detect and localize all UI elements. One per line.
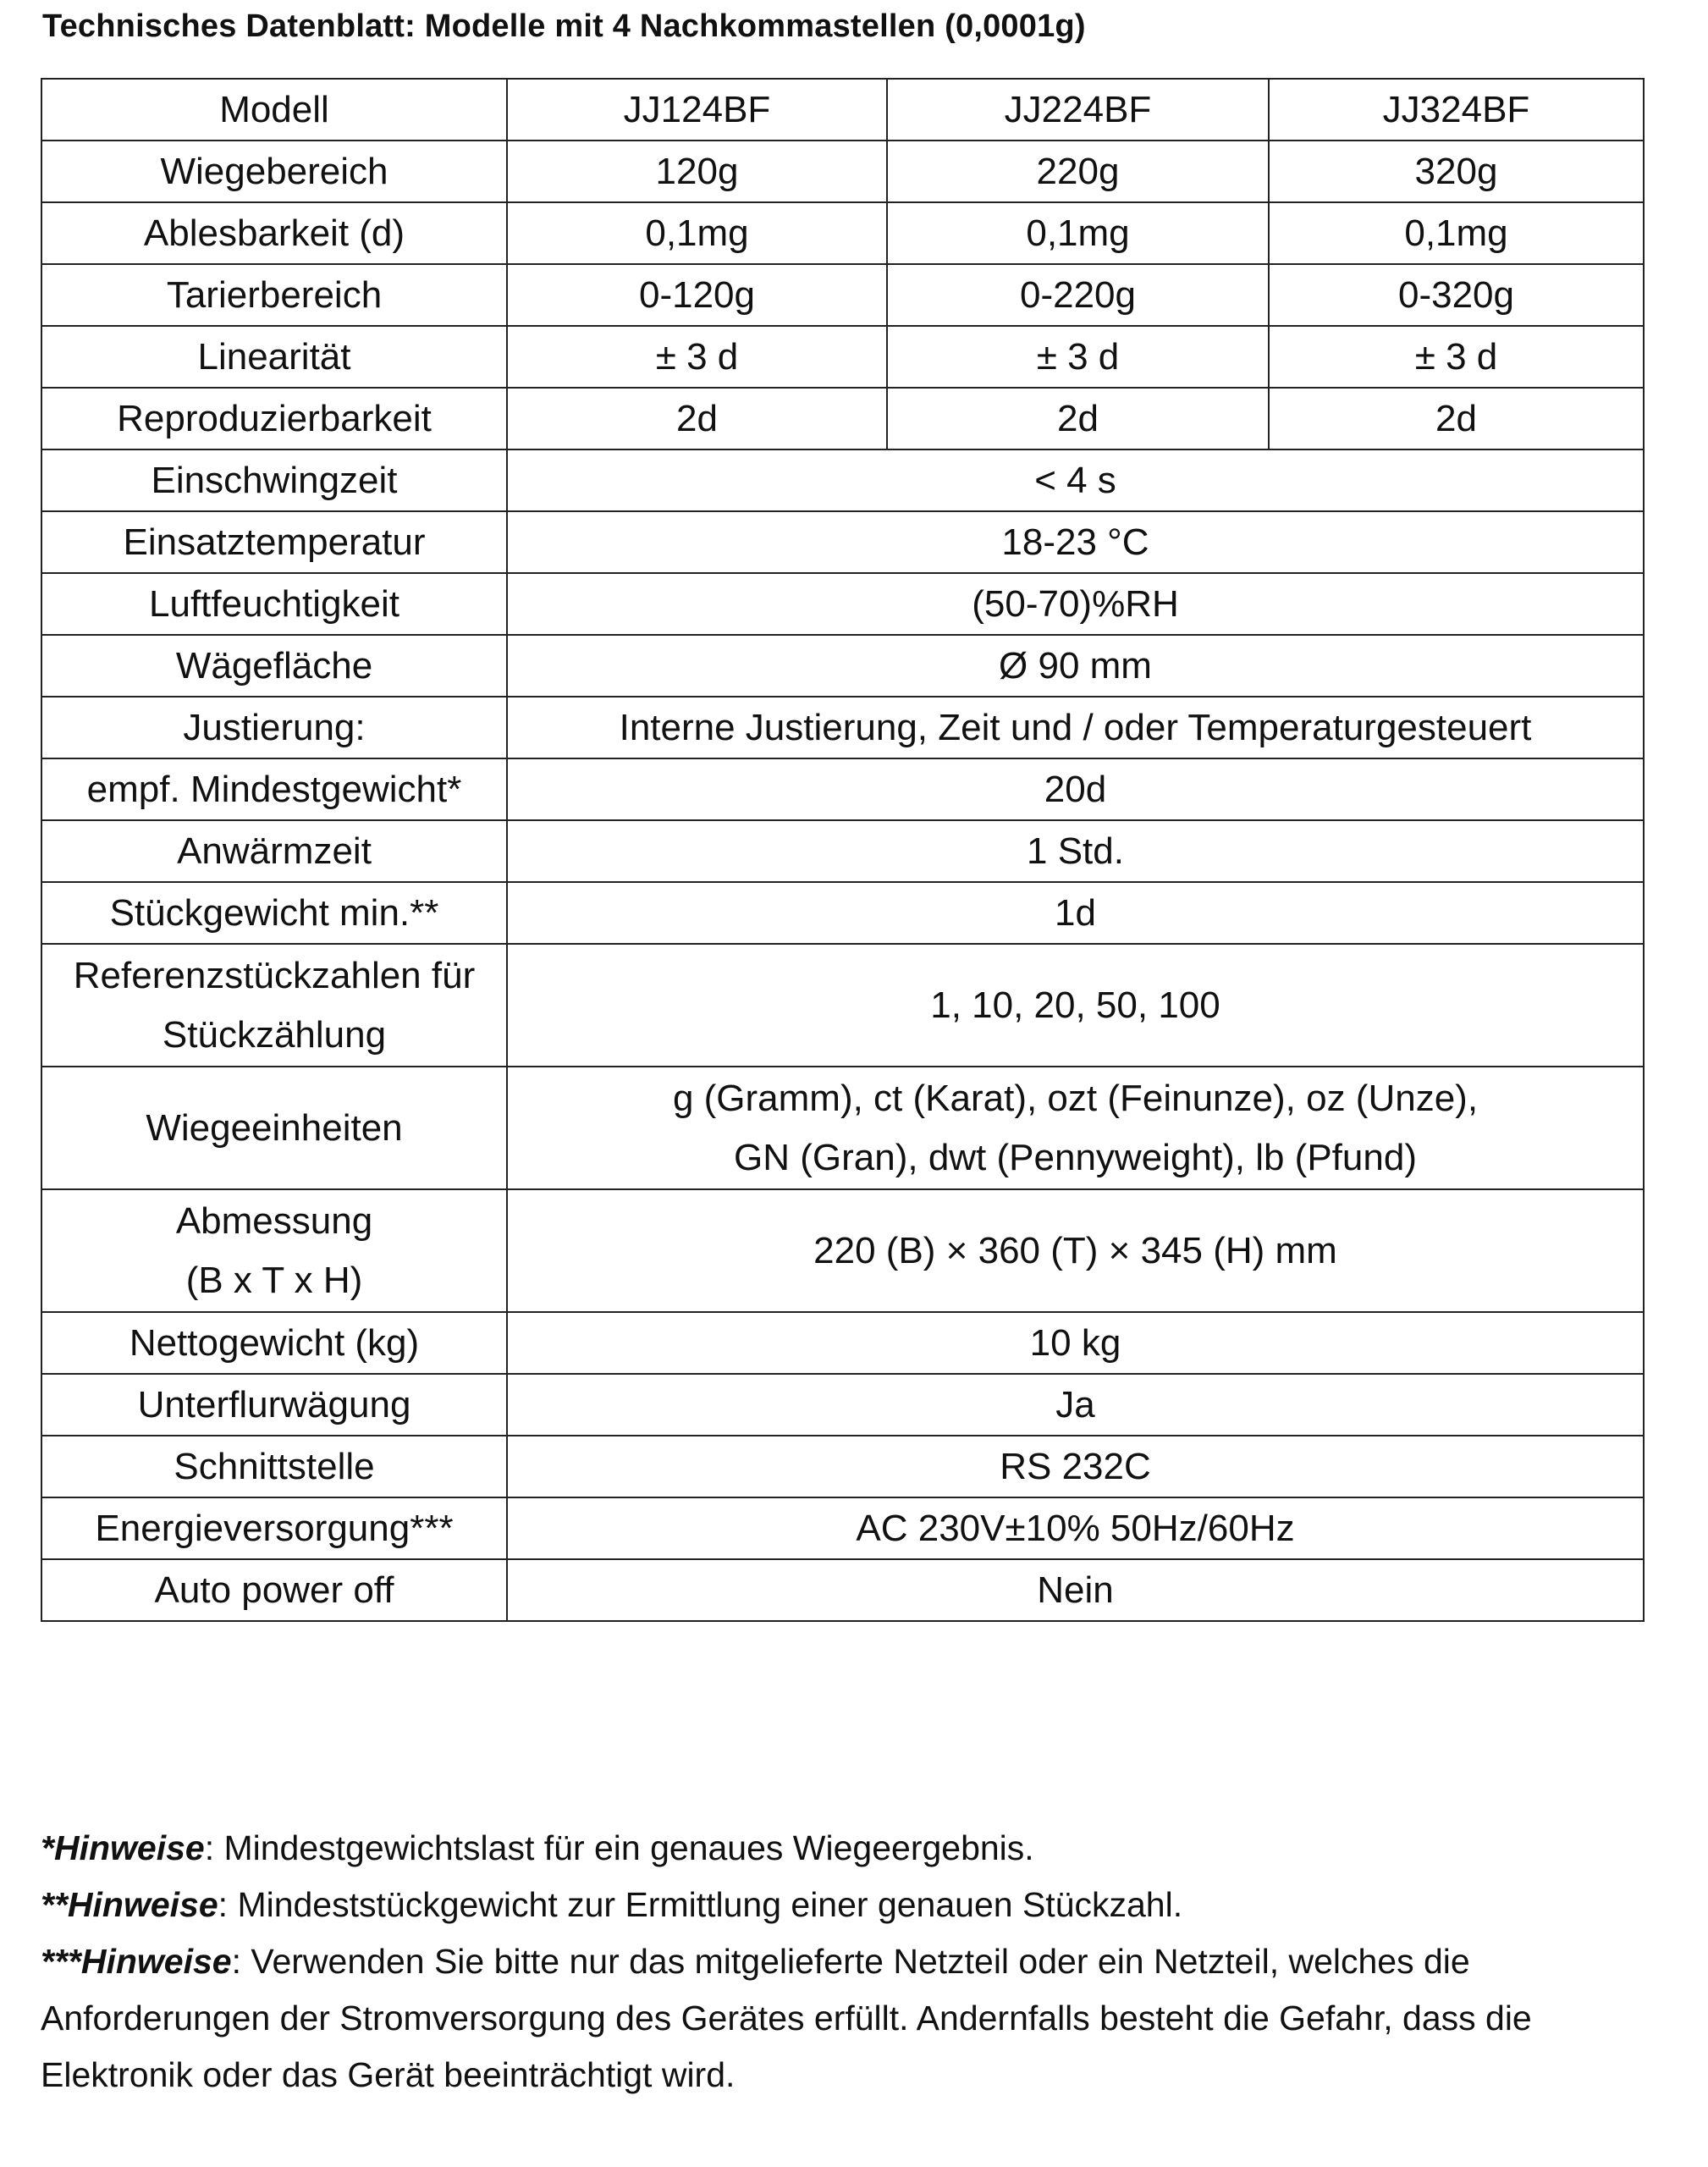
row-label: Nettogewicht (kg) [41,1312,507,1374]
cell-value: (50-70)%RH [507,573,1644,635]
cell-value: ± 3 d [887,326,1269,388]
table-row [41,511,1644,573]
row-label: Ablesbarkeit (d) [41,202,507,264]
footnotes [41,1820,1649,2104]
cell-value: AC 230V±10% 50Hz/60Hz [507,1497,1644,1559]
table-row [41,944,1644,1067]
table-row [41,820,1644,882]
table-row [41,449,1644,511]
table-row [41,202,1644,264]
cell-value: 1d [507,882,1644,944]
row-label-line: Referenzstückzahlen für [73,954,476,996]
row-label: Luftfeuchtigkeit [41,573,507,635]
table-row [41,1497,1644,1559]
table-header-row [41,79,1644,141]
row-label [41,1189,507,1312]
cell-value: Ø 90 mm [507,635,1644,697]
cell-value: 220g [887,141,1269,202]
table-row [41,882,1644,944]
row-label: Energieversorgung*** [41,1497,507,1559]
table-row [41,141,1644,202]
spec-table [41,78,1645,1622]
footnote-key: **Hinweise [41,1885,218,1924]
cell-value: ± 3 d [1269,326,1644,388]
row-label: empf. Mindestgewicht* [41,758,507,820]
cell-value: 2d [1269,388,1644,449]
cell-value: 20d [507,758,1644,820]
row-label: Linearität [41,326,507,388]
cell-value: 0,1mg [507,202,887,264]
row-label: Reproduzierbarkeit [41,388,507,449]
table-row [41,1312,1644,1374]
footnote [41,1820,1649,1877]
cell-value: 2d [507,388,887,449]
table-row [41,635,1644,697]
cell-value: Nein [507,1559,1644,1621]
cell-value: 320g [1269,141,1644,202]
cell-value: 2d [887,388,1269,449]
cell-value: 0-120g [507,264,887,326]
row-label: Wägefläche [41,635,507,697]
row-label: Wiegebereich [41,141,507,202]
row-label-line: (B x T x H) [185,1259,363,1301]
header-label: Modell [41,79,507,141]
table-row [41,1559,1644,1621]
row-label [41,944,507,1067]
row-label-line: Abmessung [175,1199,373,1242]
model-name: JJ124BF [507,79,887,141]
footnote [41,1877,1649,1933]
cell-value: 1, 10, 20, 50, 100 [507,944,1644,1067]
table-row [41,1374,1644,1436]
row-label: Tarierbereich [41,264,507,326]
table-row [41,697,1644,758]
table-row [41,264,1644,326]
row-label: Wiegeeinheiten [41,1067,507,1189]
cell-value: 10 kg [507,1312,1644,1374]
cell-value: RS 232C [507,1436,1644,1497]
cell-value: < 4 s [507,449,1644,511]
row-label: Stückgewicht min.** [41,882,507,944]
cell-value: Interne Justierung, Zeit und / oder Temperaturgesteuert [507,697,1644,758]
cell-value: 0,1mg [887,202,1269,264]
cell-value: Ja [507,1374,1644,1436]
table-row [41,326,1644,388]
cell-value: 220 (B) × 360 (T) × 345 (H) mm [507,1189,1644,1312]
model-name: JJ224BF [887,79,1269,141]
model-name: JJ324BF [1269,79,1644,141]
row-label: Einsatztemperatur [41,511,507,573]
row-label: Justierung: [41,697,507,758]
cell-value [507,1067,1644,1189]
row-label: Unterflurwägung [41,1374,507,1436]
table-row [41,1436,1644,1497]
cell-value: 120g [507,141,887,202]
footnote-key: ***Hinweise [41,1942,232,1981]
cell-value-line: g (Gramm), ct (Karat), ozt (Feinunze), oz (Unze), [672,1077,1479,1119]
row-label: Schnittstelle [41,1436,507,1497]
footnote-text: : Mindestgewichtslast für ein genaues Wiegeergebnis. [204,1828,1034,1867]
table-row [41,1067,1644,1189]
footnote [41,1933,1649,2104]
row-label: Einschwingzeit [41,449,507,511]
cell-value: 1 Std. [507,820,1644,882]
cell-value: 18-23 °C [507,511,1644,573]
table-row [41,388,1644,449]
footnote-text: : Mindeststückgewicht zur Ermittlung einer genauen Stückzahl. [218,1885,1183,1924]
table-row [41,758,1644,820]
footnote-text: : Verwenden Sie bitte nur das mitgelieferte Netzteil oder ein Netzteil, welches die Anforderungen der Stromversorgung des Gerätes erfüllt. Andernfalls besteht die Gefahr, dass die Elektronik oder das Gerät beeinträchtigt wird. [41,1942,1532,2094]
footnote-key: *Hinweise [41,1828,205,1867]
row-label-line: Stückzählung [162,1013,387,1056]
cell-value-line: GN (Gran), dwt (Pennyweight), lb (Pfund) [734,1136,1417,1178]
cell-value: ± 3 d [507,326,887,388]
row-label: Auto power off [41,1559,507,1621]
table-row [41,573,1644,635]
cell-value: 0-220g [887,264,1269,326]
table-row [41,1189,1644,1312]
page-title: Technisches Datenblatt: Modelle mit 4 Nachkommastellen (0,0001g) [42,8,1086,44]
row-label: Anwärmzeit [41,820,507,882]
cell-value: 0,1mg [1269,202,1644,264]
cell-value: 0-320g [1269,264,1644,326]
